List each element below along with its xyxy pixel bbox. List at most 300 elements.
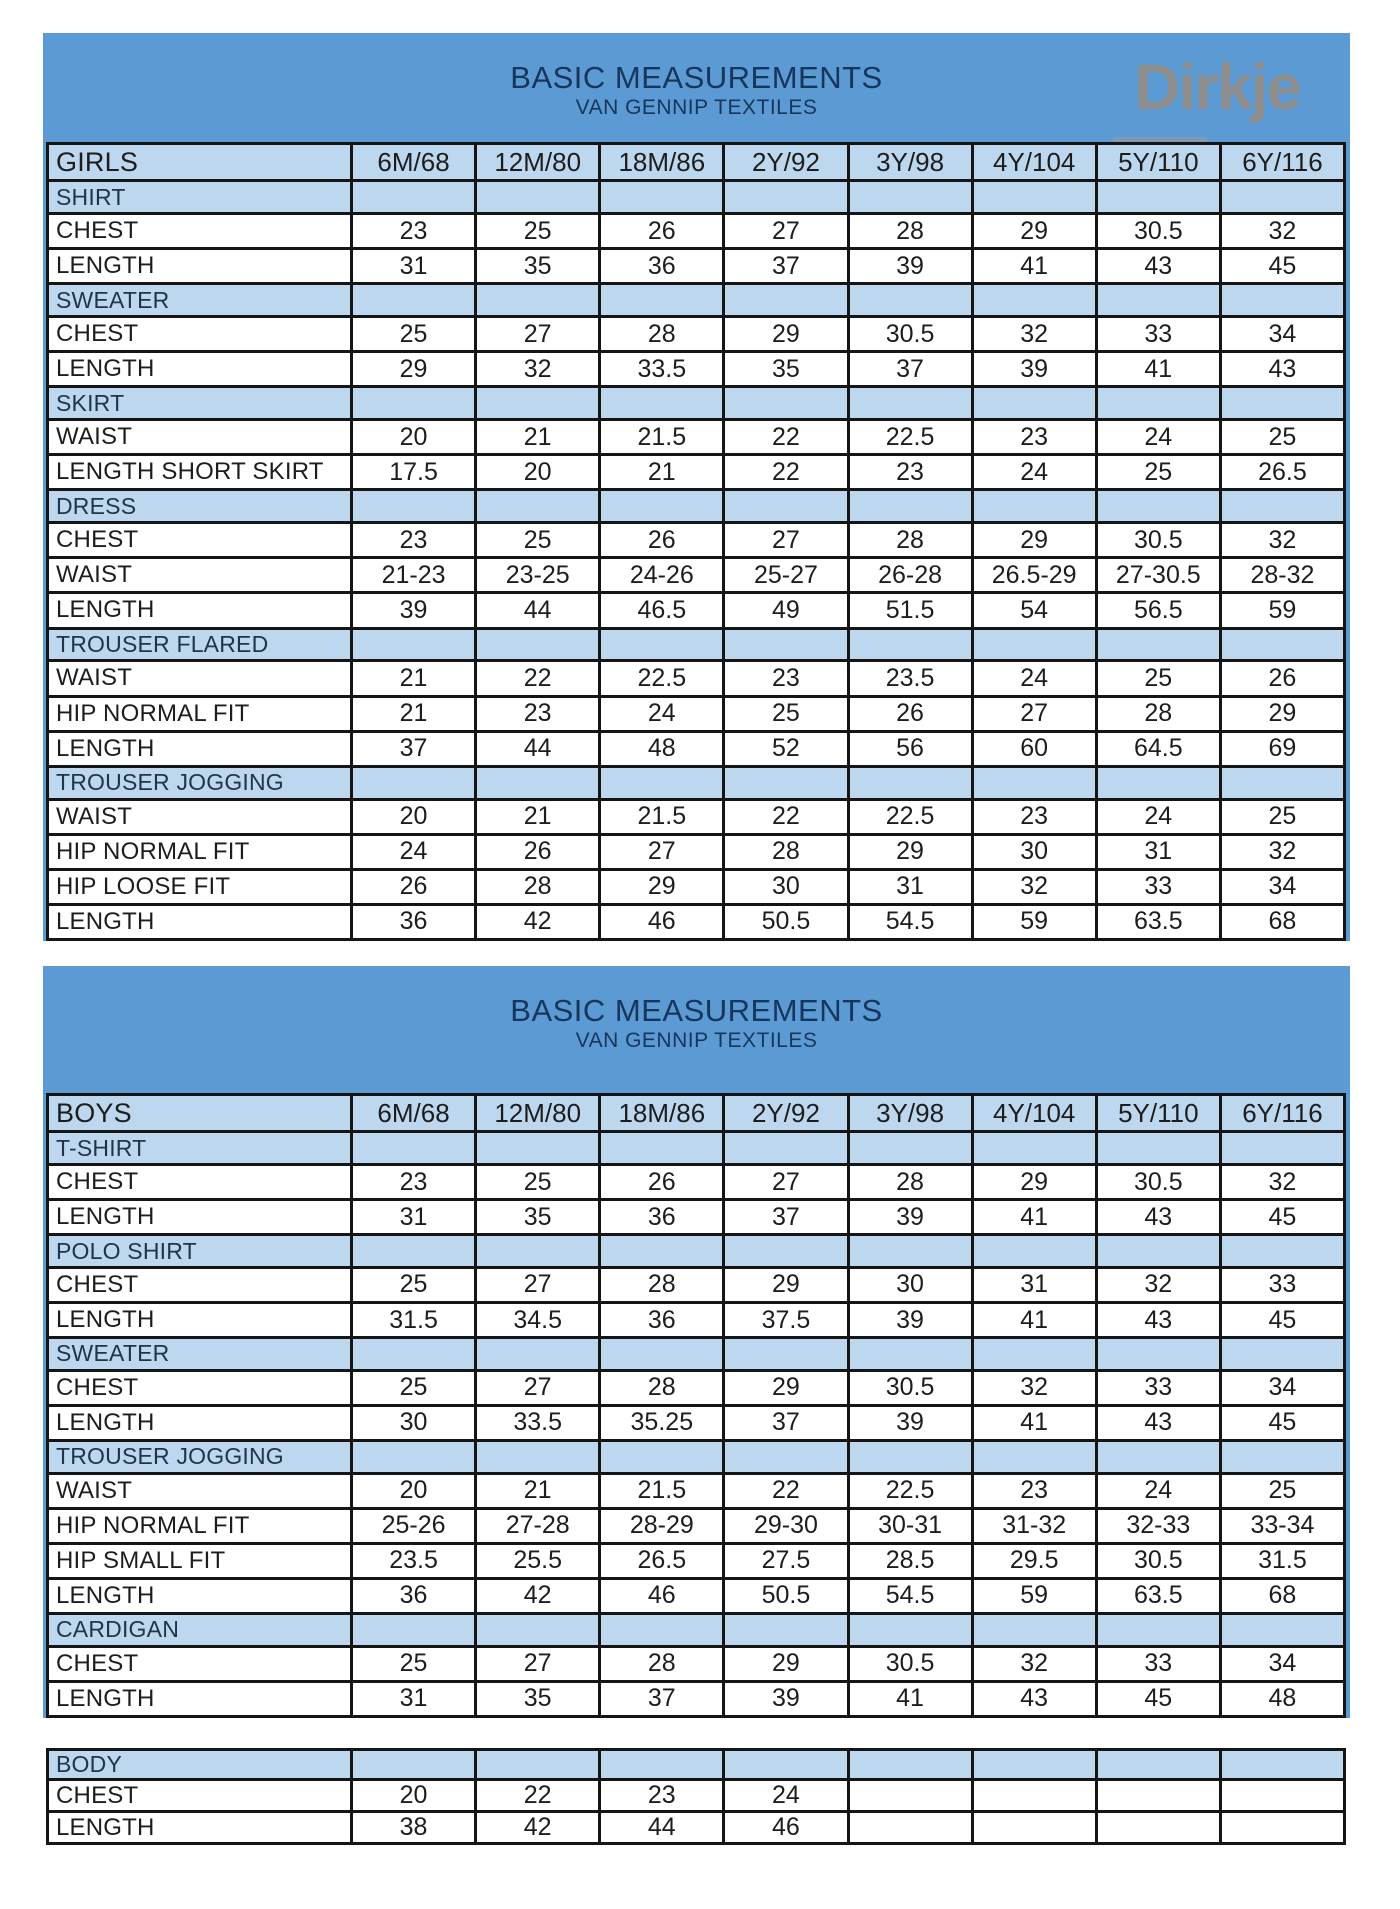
value-cell: 45 (1096, 1681, 1220, 1716)
value-cell: 27.5 (724, 1543, 848, 1578)
section-cell (600, 284, 724, 317)
value-cell: 25 (352, 1267, 476, 1302)
section-cell (848, 284, 972, 317)
value-cell: 35 (476, 1200, 600, 1235)
section-cell (848, 1132, 972, 1165)
value-cell: 30 (848, 1267, 972, 1302)
section-cell (1096, 1235, 1220, 1268)
value-cell (848, 1812, 972, 1844)
section-cell (476, 766, 600, 799)
value-cell: 32 (1096, 1267, 1220, 1302)
value-cell (1220, 1812, 1344, 1844)
value-cell: 44 (600, 1812, 724, 1844)
value-cell: 28 (600, 1646, 724, 1681)
section-cell (724, 1338, 848, 1371)
section-cell (600, 1132, 724, 1165)
size-column-header: 2Y/92 (724, 144, 848, 181)
value-cell: 23 (972, 420, 1096, 455)
value-cell: 29 (848, 834, 972, 869)
measurement-label: LENGTH (48, 1303, 352, 1338)
section-cell (352, 1750, 476, 1780)
measurement-label: LENGTH (48, 1812, 352, 1844)
value-cell: 50.5 (724, 1578, 848, 1613)
value-cell: 32 (972, 869, 1096, 904)
section-cell (972, 181, 1096, 214)
section-label: SHIRT (48, 181, 352, 214)
value-cell: 32 (1220, 214, 1344, 249)
section-cell (476, 1613, 600, 1646)
measurement-row (48, 1200, 1345, 1235)
section-cell (476, 490, 600, 523)
value-cell: 32 (1220, 834, 1344, 869)
section-cell (352, 766, 476, 799)
value-cell: 25.5 (476, 1543, 600, 1578)
value-cell: 25 (1220, 799, 1344, 834)
size-column-header: 18M/86 (600, 1095, 724, 1132)
section-row (48, 1750, 1345, 1780)
girls-size-table (46, 142, 1346, 941)
page-subtitle: VAN GENNIP TEXTILES (575, 1029, 818, 1052)
value-cell: 51.5 (848, 593, 972, 628)
value-cell: 21 (476, 1473, 600, 1508)
value-cell: 26.5 (600, 1543, 724, 1578)
size-column-header: 5Y/110 (1096, 144, 1220, 181)
table-title-cell: BOYS (48, 1095, 352, 1132)
value-cell: 28.5 (848, 1543, 972, 1578)
measurement-label: WAIST (48, 420, 352, 455)
value-cell: 46.5 (600, 593, 724, 628)
value-cell: 25 (352, 317, 476, 352)
size-column-header: 4Y/104 (972, 144, 1096, 181)
value-cell: 25-27 (724, 558, 848, 593)
section-cell (972, 387, 1096, 420)
value-cell: 34 (1220, 1370, 1344, 1405)
girls-panel (43, 33, 1350, 941)
section-cell (352, 628, 476, 661)
value-cell: 20 (476, 455, 600, 490)
value-cell: 23 (972, 1473, 1096, 1508)
value-cell: 50.5 (724, 904, 848, 939)
value-cell: 27-28 (476, 1508, 600, 1543)
section-cell (724, 1440, 848, 1473)
size-column-header: 3Y/98 (848, 1095, 972, 1132)
value-cell: 27 (476, 1267, 600, 1302)
value-cell: 23 (476, 696, 600, 731)
section-cell (600, 181, 724, 214)
value-cell: 41 (972, 1303, 1096, 1338)
section-cell (600, 628, 724, 661)
value-cell: 22.5 (848, 420, 972, 455)
measurement-label: HIP SMALL FIT (48, 1543, 352, 1578)
section-label: DRESS (48, 490, 352, 523)
value-cell: 39 (972, 352, 1096, 387)
section-cell (1220, 1338, 1344, 1371)
value-cell: 26.5-29 (972, 558, 1096, 593)
value-cell: 41 (848, 1681, 972, 1716)
value-cell: 52 (724, 731, 848, 766)
value-cell: 30.5 (848, 1370, 972, 1405)
value-cell (972, 1812, 1096, 1844)
value-cell: 60 (972, 731, 1096, 766)
value-cell: 21.5 (600, 799, 724, 834)
section-cell (476, 1132, 600, 1165)
section-cell (1220, 1613, 1344, 1646)
section-cell (600, 387, 724, 420)
measurement-row (48, 523, 1345, 558)
section-cell (600, 766, 724, 799)
value-cell: 29 (724, 1646, 848, 1681)
measurement-label: CHEST (48, 317, 352, 352)
value-cell: 31 (848, 869, 972, 904)
measurement-row (48, 1473, 1345, 1508)
section-cell (1096, 284, 1220, 317)
section-cell (972, 1235, 1096, 1268)
measurement-label: LENGTH (48, 904, 352, 939)
value-cell: 33-34 (1220, 1508, 1344, 1543)
measurement-label: LENGTH (48, 352, 352, 387)
value-cell: 24 (1096, 799, 1220, 834)
measurement-label: LENGTH (48, 1578, 352, 1613)
value-cell: 30.5 (1096, 1543, 1220, 1578)
value-cell: 31 (972, 1267, 1096, 1302)
value-cell: 21 (476, 420, 600, 455)
value-cell: 43 (1096, 1405, 1220, 1440)
size-column-header: 6M/68 (352, 1095, 476, 1132)
value-cell: 26 (600, 1165, 724, 1200)
value-cell: 28 (848, 214, 972, 249)
value-cell: 21.5 (600, 1473, 724, 1508)
value-cell (972, 1780, 1096, 1812)
value-cell: 29 (352, 352, 476, 387)
measurement-row (48, 1646, 1345, 1681)
value-cell: 30.5 (1096, 1165, 1220, 1200)
value-cell: 25 (724, 696, 848, 731)
section-cell (1220, 1132, 1344, 1165)
value-cell: 24 (724, 1780, 848, 1812)
section-cell (972, 1750, 1096, 1780)
section-row (48, 1440, 1345, 1473)
section-label: T-SHIRT (48, 1132, 352, 1165)
measurement-row (48, 1812, 1345, 1844)
page-subtitle: VAN GENNIP TEXTILES (575, 96, 818, 119)
measurement-row (48, 558, 1345, 593)
value-cell: 54.5 (848, 904, 972, 939)
value-cell: 31 (352, 249, 476, 284)
value-cell: 48 (600, 731, 724, 766)
value-cell: 30.5 (1096, 214, 1220, 249)
value-cell: 28 (600, 317, 724, 352)
size-column-header: 6M/68 (352, 144, 476, 181)
value-cell: 30.5 (1096, 523, 1220, 558)
value-cell: 37 (352, 731, 476, 766)
size-column-header: 6Y/116 (1220, 1095, 1344, 1132)
measurement-row (48, 455, 1345, 490)
value-cell: 29 (724, 1370, 848, 1405)
measurement-row (48, 869, 1345, 904)
value-cell: 20 (352, 1780, 476, 1812)
value-cell: 37 (724, 1200, 848, 1235)
value-cell: 32 (1220, 523, 1344, 558)
measurement-row (48, 420, 1345, 455)
value-cell: 69 (1220, 731, 1344, 766)
value-cell: 24 (972, 455, 1096, 490)
measurement-row (48, 731, 1345, 766)
value-cell: 28 (724, 834, 848, 869)
value-cell: 37.5 (724, 1303, 848, 1338)
value-cell: 42 (476, 1812, 600, 1844)
measurement-label: LENGTH (48, 249, 352, 284)
section-cell (1096, 766, 1220, 799)
value-cell: 32 (972, 1646, 1096, 1681)
value-cell: 43 (1096, 249, 1220, 284)
section-cell (972, 1132, 1096, 1165)
value-cell: 39 (848, 249, 972, 284)
measurement-label: LENGTH (48, 593, 352, 628)
value-cell: 17.5 (352, 455, 476, 490)
section-cell (972, 1338, 1096, 1371)
measurement-row (48, 214, 1345, 249)
value-cell: 27 (600, 834, 724, 869)
value-cell: 30.5 (848, 1646, 972, 1681)
measurement-label: LENGTH (48, 1405, 352, 1440)
value-cell: 42 (476, 1578, 600, 1613)
measurement-label: CHEST (48, 1165, 352, 1200)
section-cell (352, 1338, 476, 1371)
value-cell: 31.5 (1220, 1543, 1344, 1578)
value-cell: 21.5 (600, 420, 724, 455)
value-cell: 54 (972, 593, 1096, 628)
value-cell: 21 (600, 455, 724, 490)
table-header-row (48, 1095, 1345, 1132)
measurement-row (48, 904, 1345, 939)
measurement-row (48, 834, 1345, 869)
value-cell: 59 (972, 904, 1096, 939)
value-cell: 25 (1096, 661, 1220, 696)
value-cell: 23.5 (352, 1543, 476, 1578)
measurement-label: WAIST (48, 558, 352, 593)
section-cell (600, 490, 724, 523)
section-cell (600, 1338, 724, 1371)
value-cell: 39 (848, 1303, 972, 1338)
section-cell (352, 1235, 476, 1268)
section-cell (848, 1750, 972, 1780)
value-cell: 22 (476, 1780, 600, 1812)
measurement-label: CHEST (48, 1646, 352, 1681)
value-cell: 63.5 (1096, 1578, 1220, 1613)
measurement-label: LENGTH (48, 1200, 352, 1235)
measurement-row (48, 249, 1345, 284)
value-cell: 26 (476, 834, 600, 869)
section-cell (600, 1235, 724, 1268)
measurement-label: LENGTH (48, 1681, 352, 1716)
value-cell: 29 (600, 869, 724, 904)
value-cell: 38 (352, 1812, 476, 1844)
value-cell: 68 (1220, 904, 1344, 939)
value-cell: 33.5 (476, 1405, 600, 1440)
measurement-row (48, 1370, 1345, 1405)
value-cell: 33.5 (600, 352, 724, 387)
value-cell: 43 (1096, 1200, 1220, 1235)
section-label: TROUSER FLARED (48, 628, 352, 661)
value-cell: 41 (972, 1405, 1096, 1440)
value-cell: 23 (848, 455, 972, 490)
section-cell (476, 1750, 600, 1780)
page-title: BASIC MEASUREMENTS (510, 60, 883, 95)
boys-panel (43, 966, 1350, 1718)
value-cell: 22 (724, 420, 848, 455)
measurement-row (48, 317, 1345, 352)
value-cell: 37 (848, 352, 972, 387)
section-cell (352, 387, 476, 420)
value-cell: 22 (724, 455, 848, 490)
section-cell (1220, 181, 1344, 214)
value-cell: 24 (972, 661, 1096, 696)
value-cell: 56 (848, 731, 972, 766)
value-cell: 23 (352, 523, 476, 558)
value-cell: 22.5 (600, 661, 724, 696)
value-cell: 37 (724, 249, 848, 284)
section-cell (1220, 1440, 1344, 1473)
value-cell: 43 (972, 1681, 1096, 1716)
value-cell: 22.5 (848, 1473, 972, 1508)
value-cell: 25 (476, 1165, 600, 1200)
section-cell (848, 387, 972, 420)
section-cell (724, 181, 848, 214)
value-cell: 32 (972, 1370, 1096, 1405)
section-cell (724, 1613, 848, 1646)
value-cell: 21 (352, 696, 476, 731)
value-cell: 33 (1220, 1267, 1344, 1302)
value-cell: 23-25 (476, 558, 600, 593)
measurement-label: WAIST (48, 1473, 352, 1508)
value-cell: 59 (972, 1578, 1096, 1613)
value-cell: 29-30 (724, 1508, 848, 1543)
section-cell (848, 766, 972, 799)
value-cell: 27 (724, 1165, 848, 1200)
value-cell: 41 (972, 249, 1096, 284)
section-cell (352, 1132, 476, 1165)
dirkje-logo: Dirkje (1134, 51, 1300, 123)
section-cell (848, 628, 972, 661)
value-cell: 36 (600, 249, 724, 284)
measurement-label: LENGTH (48, 731, 352, 766)
section-cell (848, 490, 972, 523)
section-label: BODY (48, 1750, 352, 1780)
value-cell: 26 (848, 696, 972, 731)
value-cell: 29 (972, 1165, 1096, 1200)
measurement-row (48, 661, 1345, 696)
value-cell: 46 (600, 1578, 724, 1613)
section-cell (1220, 387, 1344, 420)
section-cell (848, 1613, 972, 1646)
section-cell (848, 1440, 972, 1473)
value-cell: 48 (1220, 1681, 1344, 1716)
measurement-label: CHEST (48, 1780, 352, 1812)
value-cell: 32 (476, 352, 600, 387)
value-cell: 34 (1220, 1646, 1344, 1681)
value-cell: 24-26 (600, 558, 724, 593)
section-cell (724, 284, 848, 317)
value-cell: 35 (476, 1681, 600, 1716)
value-cell (1220, 1780, 1344, 1812)
value-cell: 28-32 (1220, 558, 1344, 593)
value-cell: 25 (352, 1370, 476, 1405)
measurement-row (48, 1543, 1345, 1578)
value-cell: 28 (848, 1165, 972, 1200)
value-cell: 26 (1220, 661, 1344, 696)
section-cell (848, 181, 972, 214)
section-cell (1220, 628, 1344, 661)
measurement-row (48, 696, 1345, 731)
value-cell: 23 (724, 661, 848, 696)
measurement-label: WAIST (48, 661, 352, 696)
value-cell: 33 (1096, 317, 1220, 352)
measurement-row (48, 1303, 1345, 1338)
value-cell: 41 (972, 1200, 1096, 1235)
value-cell: 26.5 (1220, 455, 1344, 490)
section-label: SWEATER (48, 1338, 352, 1371)
value-cell: 54.5 (848, 1578, 972, 1613)
section-cell (1220, 1750, 1344, 1780)
section-cell (476, 284, 600, 317)
section-cell (476, 181, 600, 214)
section-cell (1096, 1440, 1220, 1473)
measurement-label: WAIST (48, 799, 352, 834)
page-title: BASIC MEASUREMENTS (510, 993, 883, 1028)
value-cell: 24 (1096, 1473, 1220, 1508)
section-cell (1096, 1338, 1220, 1371)
value-cell: 23 (600, 1780, 724, 1812)
section-row (48, 1132, 1345, 1165)
value-cell: 43 (1220, 352, 1344, 387)
measurement-label: HIP LOOSE FIT (48, 869, 352, 904)
section-label: CARDIGAN (48, 1613, 352, 1646)
value-cell: 45 (1220, 1303, 1344, 1338)
value-cell: 28 (600, 1370, 724, 1405)
value-cell: 25 (1096, 455, 1220, 490)
value-cell: 46 (724, 1812, 848, 1844)
size-column-header: 12M/80 (476, 1095, 600, 1132)
section-label: SWEATER (48, 284, 352, 317)
section-cell (352, 490, 476, 523)
value-cell: 30 (724, 869, 848, 904)
section-row (48, 284, 1345, 317)
value-cell: 28-29 (600, 1508, 724, 1543)
value-cell: 24 (352, 834, 476, 869)
section-cell (972, 628, 1096, 661)
value-cell: 27 (476, 317, 600, 352)
value-cell: 33 (1096, 1646, 1220, 1681)
measurement-row (48, 1405, 1345, 1440)
section-cell (476, 387, 600, 420)
section-label: TROUSER JOGGING (48, 1440, 352, 1473)
section-row (48, 1613, 1345, 1646)
measurement-label: HIP NORMAL FIT (48, 1508, 352, 1543)
value-cell: 20 (352, 799, 476, 834)
section-cell (724, 1750, 848, 1780)
size-column-header: 2Y/92 (724, 1095, 848, 1132)
section-row (48, 628, 1345, 661)
section-row (48, 1235, 1345, 1268)
value-cell: 33 (1096, 869, 1220, 904)
section-cell (476, 628, 600, 661)
section-cell (972, 490, 1096, 523)
measurement-label: CHEST (48, 523, 352, 558)
value-cell: 36 (352, 904, 476, 939)
section-label: TROUSER JOGGING (48, 766, 352, 799)
value-cell: 37 (600, 1681, 724, 1716)
value-cell: 22.5 (848, 799, 972, 834)
